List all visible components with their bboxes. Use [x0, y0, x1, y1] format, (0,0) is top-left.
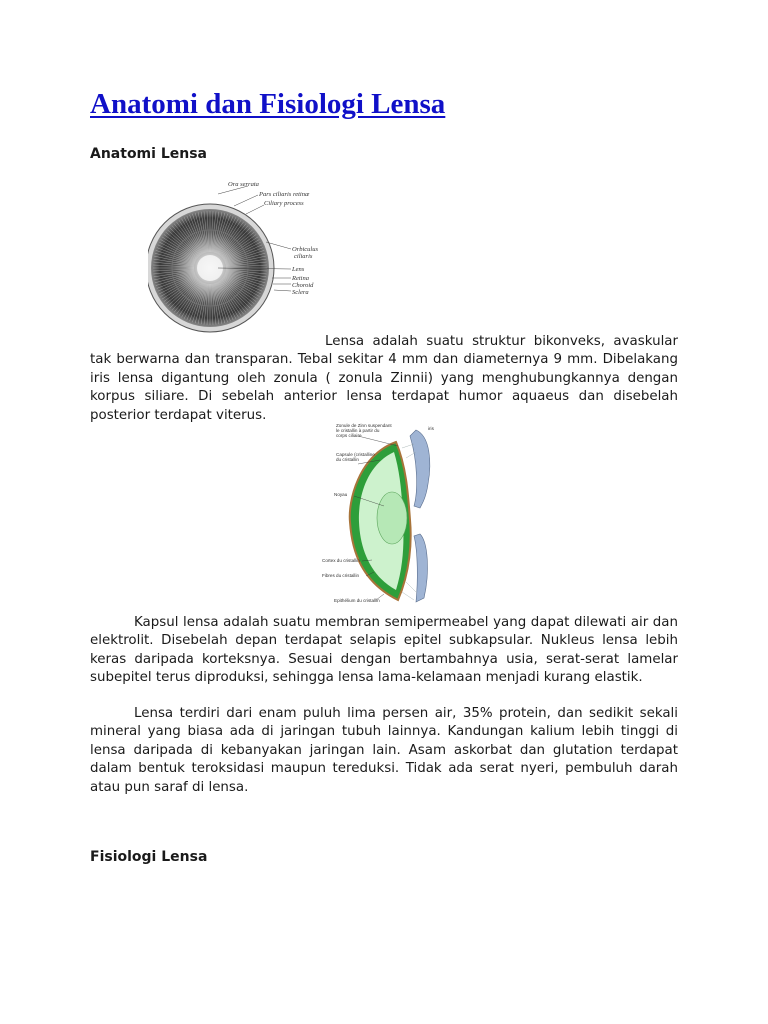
paragraph-1: Lensa adalah suatu struktur bikonveks, avaskular tak berwarna dan transparan. Tebal sekitar 4 mm dan diameternya 9 mm. Dibelakang iris lensa digantung oleh zonula ( zonula Zinnii) yang menghubungkannya dengan korpus siliare. Di sebelah anterior lensa terdapat humor aquaeus dan disebelah posterior terdapat viterus. [90, 334, 678, 423]
label-ciliaris: ciliaris [294, 253, 313, 260]
label-lens: Lens [292, 266, 305, 273]
paragraph-2: Kapsul lensa adalah suatu membran semipermeabel yang dapat dilewati air dan elektrolit. Disebelah depan terdapat selapis epitel subkapsular. Nukleus lensa lebih keras daripada korteksnya. Sesuai dengan bertambahnya usia, serat-serat lamelar subepitel terus diproduksi, sehingga lensa lama-kelamaan menjadi kurang elastik. [90, 615, 678, 686]
label-zonule-1: Zonule de Zinn suspendant [336, 423, 392, 428]
eye-ciliary-figure [148, 178, 340, 340]
label-cortex: Cortex du cristallin [322, 558, 360, 563]
label-noyau: Noyau [334, 492, 348, 497]
section-heading-anatomi: Anatomi Lensa [90, 146, 207, 162]
label-ora-serrata: Ora serrata [228, 181, 259, 188]
label-capsule-1: Capsule (cristalline [336, 452, 375, 457]
label-zonule-2: le cristallin à partir du [336, 428, 380, 433]
label-iris: iris [428, 426, 434, 431]
label-sclera: Sclera [292, 289, 309, 296]
label-choroid: Choroid [292, 282, 314, 289]
label-orbiculus: Orbiculus [292, 246, 318, 253]
lens-section-figure [318, 422, 448, 614]
label-capsule-2: du cristallin [336, 457, 359, 462]
eye-ciliary-illustration [148, 178, 340, 340]
section-heading-fisiologi: Fisiologi Lensa [90, 849, 208, 865]
label-fibres: Fibres du cristallin [322, 573, 360, 578]
label-zonule-3: corps ciliaire [336, 433, 362, 438]
document-title: Anatomi dan Fisiologi Lensa [90, 88, 446, 120]
label-retina: Retina [292, 275, 309, 282]
label-ciliary-process: Ciliary process [264, 200, 304, 207]
label-epithelium: Epithélium du cristallin [334, 598, 380, 603]
lens-section-illustration [318, 422, 448, 614]
paragraph-3: Lensa terdiri dari enam puluh lima persen air, 35% protein, dan sedikit sekali mineral yang biasa ada di jaringan tubuh lainnya. Kandungan kalium lebih tinggi di lensa daripada di kebanyakan jaringan lain. Asam askorbat dan glutation terdapat dalam bentuk teroksidasi maupun tereduksi. Tidak ada serat nyeri, pembuluh darah atau pun saraf di lensa. [90, 706, 678, 795]
label-pars-ciliaris: Pars ciliaris retinæ [259, 191, 310, 198]
